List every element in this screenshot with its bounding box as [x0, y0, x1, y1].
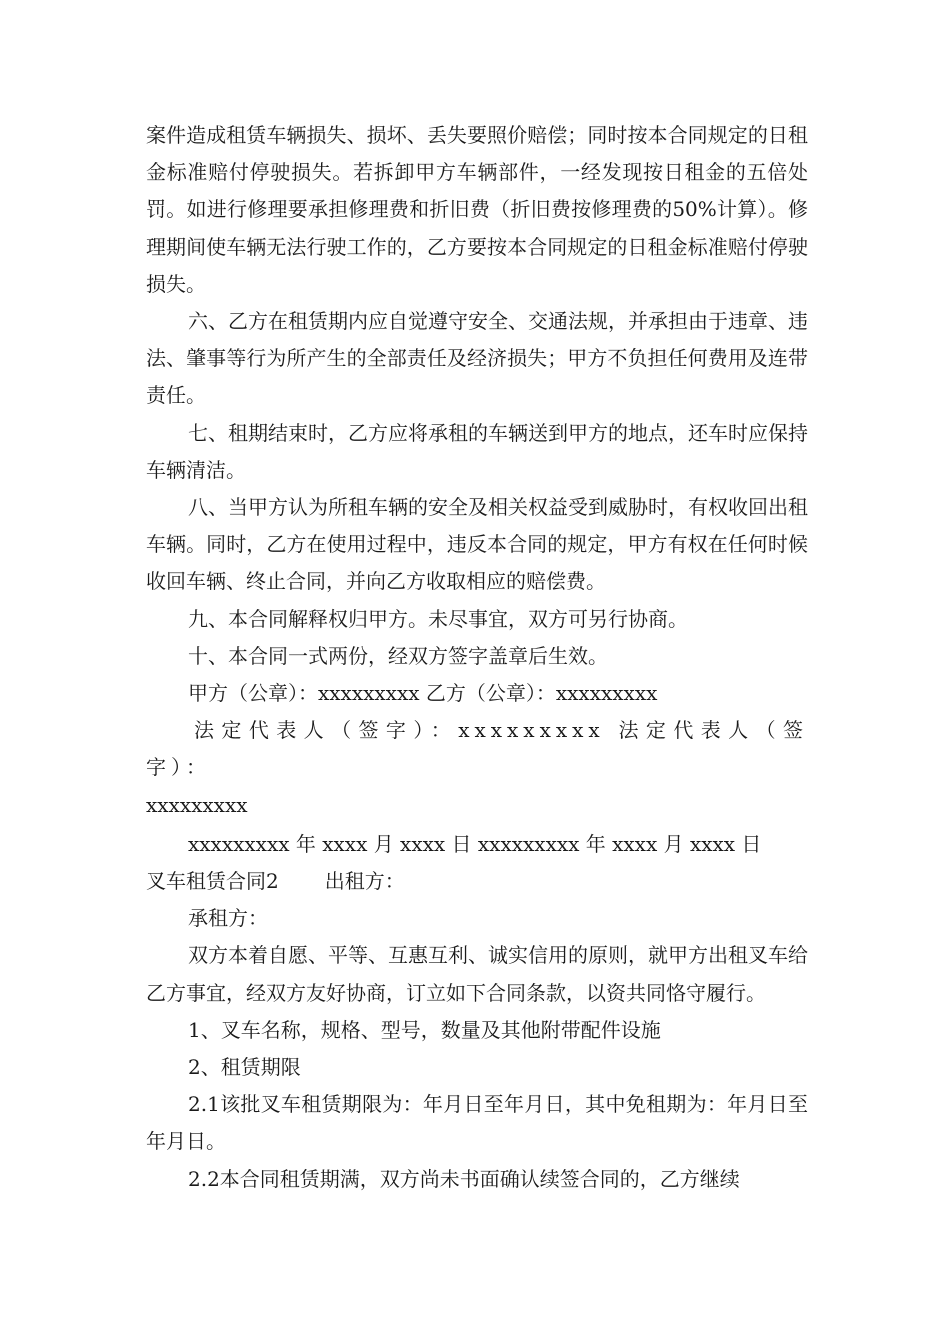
second-contract-title: 叉车租赁合同2	[146, 869, 279, 894]
signature-representative-line: 法定代表人（签字）：xxxxxxxxx 法定代表人（签字）：	[146, 718, 808, 780]
second-contract-item-2-2: 2.2本合同租赁期满，双方尚未书面确认续签合同的，乙方继续	[188, 1166, 740, 1191]
second-contract-item-1: 1、叉车名称，规格、型号，数量及其他附带配件设施	[188, 1017, 661, 1042]
paragraph-clause-5-continued: 案件造成租赁车辆损失、损坏、丢失要照价赔偿；同时按本合同规定的日租金标准赔付停驶损失。若拆卸甲方车辆部件，一经发现按日租金的五倍处罚。如进行修理要承担修理费和折旧费（折旧费按修理费的50%计算）。修理期间使车辆无法行驶工作的，乙方要按本合同规定的日租金标准赔付停驶损失。	[146, 123, 808, 296]
signature-party-line: 甲方（公章）：xxxxxxxxx 乙方（公章）：xxxxxxxxx	[188, 681, 658, 706]
lessee-label: 承租方：	[188, 906, 268, 931]
paragraph-clause-8: 八、当甲方认为所租车辆的安全及相关权益受到威胁时，有权收回出租车辆。同时，乙方在使用过程中，违反本合同的规定，甲方有权在任何时候收回车辆、终止合同，并向乙方收取相应的赔偿费。	[146, 495, 808, 594]
second-contract-item-2: 2、租赁期限	[188, 1055, 301, 1080]
second-contract-item-2-1: 2.1该批叉车租赁期限为：年月日至年月日，其中免租期为：年月日至年月日。	[146, 1092, 808, 1154]
paragraph-clause-10: 十、本合同一式两份，经双方签字盖章后生效。	[188, 643, 608, 668]
document-body	[146, 117, 808, 1198]
second-contract-preamble: 双方本着自愿、平等、互惠互利、诚实信用的原则，就甲方出租叉车给乙方事宜，经双方友好协商，订立如下合同条款，以资共同恪守履行。	[146, 943, 808, 1005]
paragraph-clause-6: 六、乙方在租赁期内应自觉遵守安全、交通法规，并承担由于违章、违法、肇事等行为所产生的全部责任及经济损失；甲方不负担任何费用及连带责任。	[146, 309, 808, 408]
second-contract-heading-row	[146, 863, 808, 900]
paragraph-clause-9: 九、本合同解释权归甲方。未尽事宜，双方可另行协商。	[188, 606, 688, 631]
lessor-label: 出租方：	[324, 869, 405, 894]
paragraph-clause-7: 七、租期结束时，乙方应将承租的车辆送到甲方的地点，还车时应保持车辆清洁。	[146, 420, 808, 482]
signature-representative-line-cont: xxxxxxxxx	[146, 792, 248, 817]
signature-date-line: xxxxxxxxx 年 xxxx 月 xxxx 日 xxxxxxxxx 年 xxxx 月 xxxx 日	[188, 831, 762, 856]
